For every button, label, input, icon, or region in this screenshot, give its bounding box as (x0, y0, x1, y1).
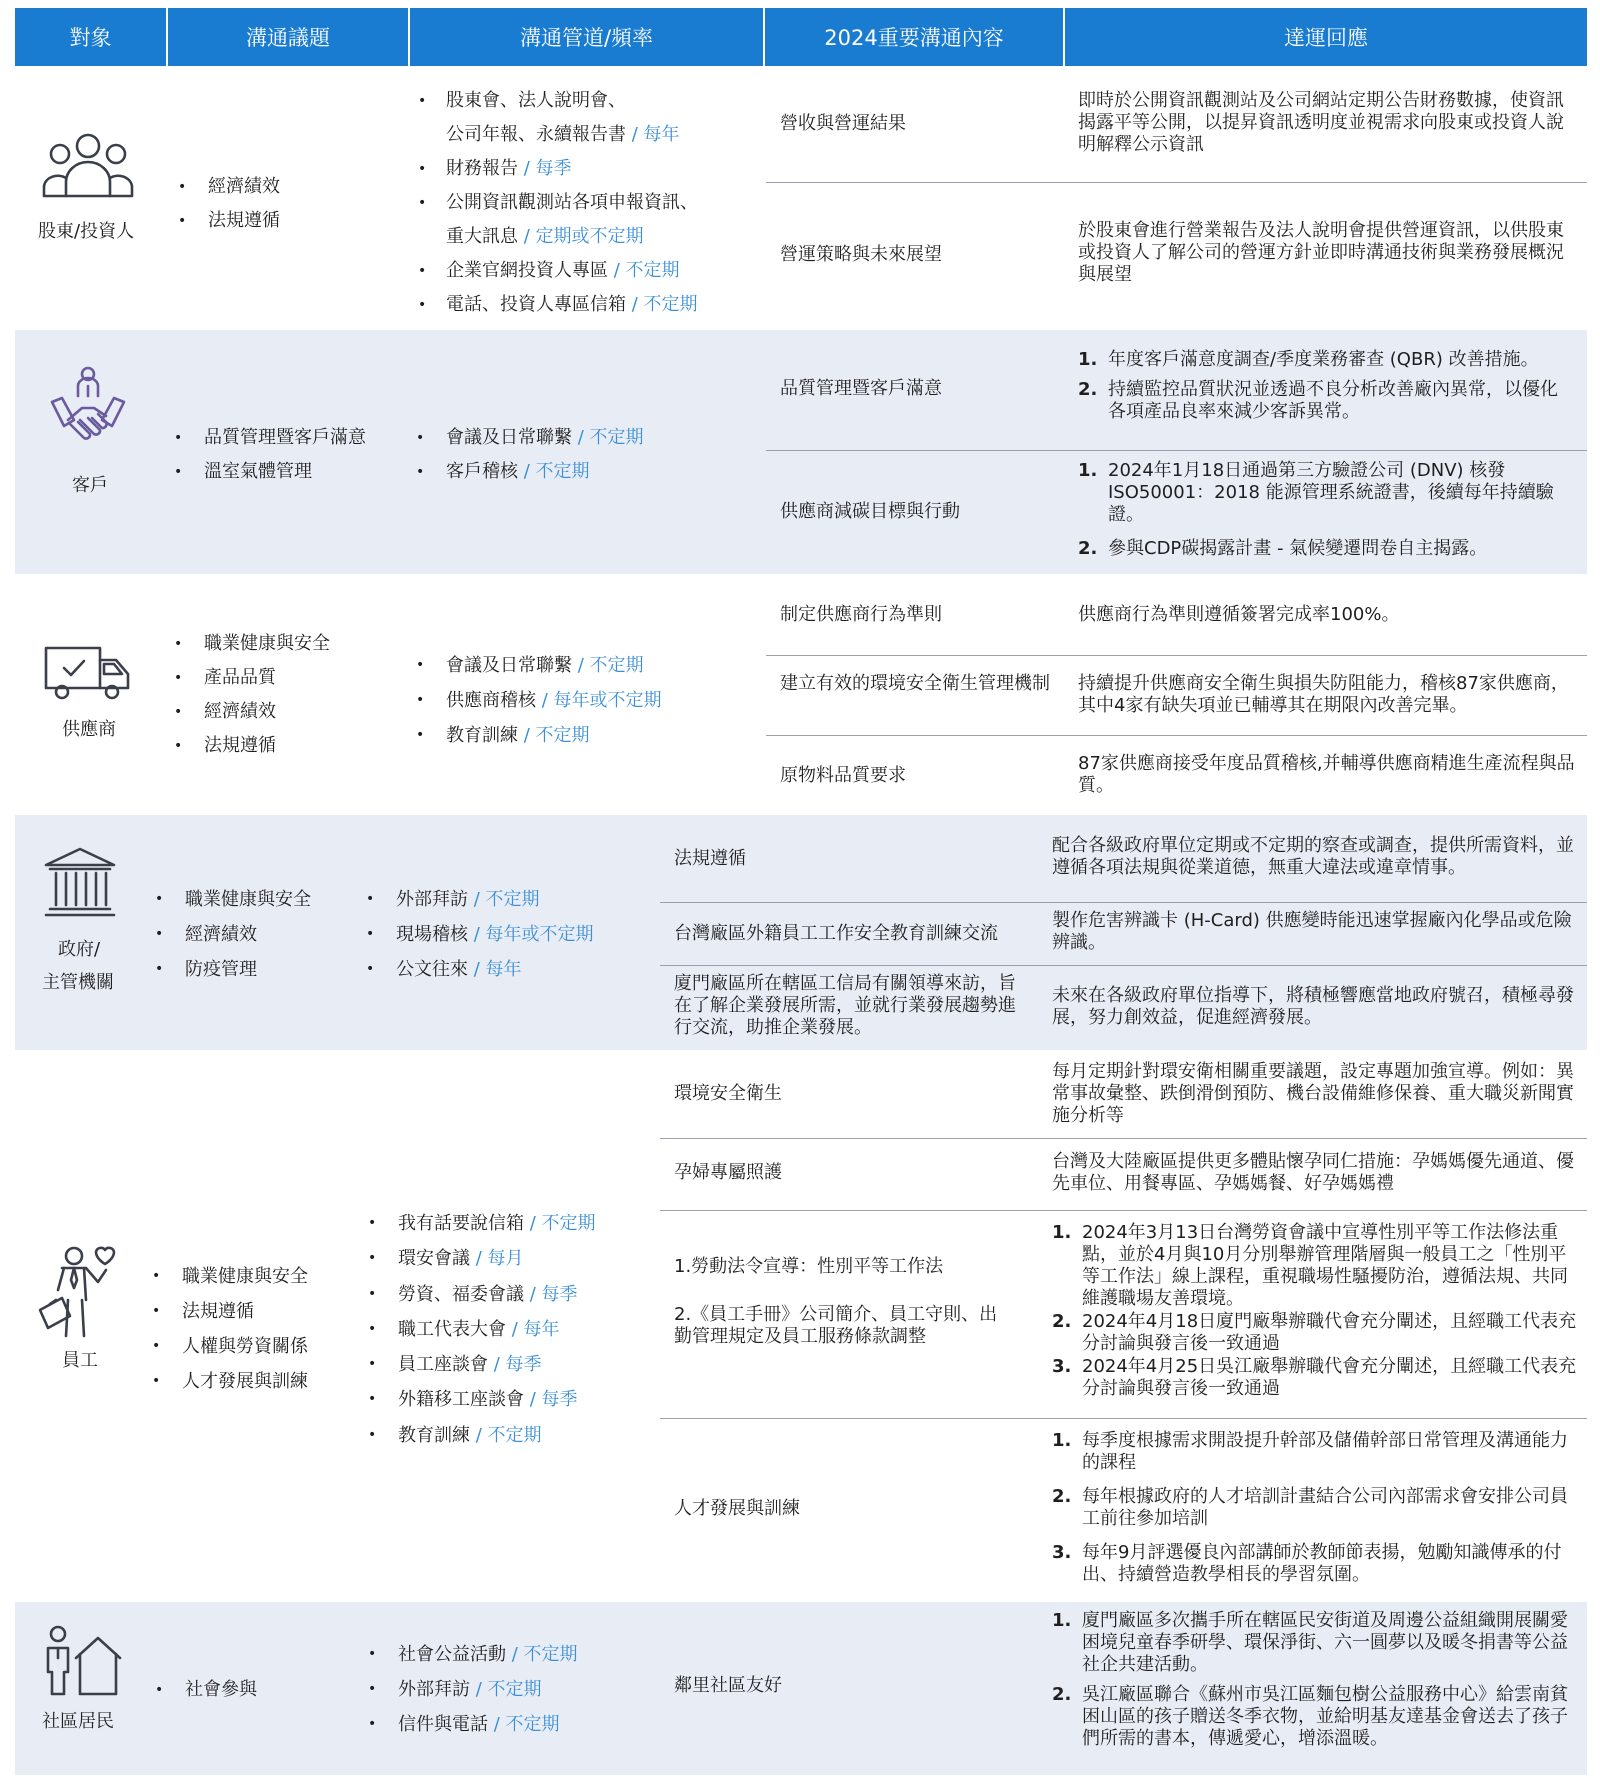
topic-item: • 法規遵循 (174, 729, 330, 763)
channels-government (366, 882, 594, 987)
row-divider (660, 902, 1587, 903)
target-government-line1: 政府/ (58, 939, 101, 960)
response-cell: 1. 2024年3月13日台灣勞資會議中宣導性別平等工作法修法重點，並於4月與10月分別舉辦管理階層與一般員工之「性別平等工作法」線上課程，重視職場性騷擾防治，遵循法規、共同維護職場友善環境。 2. 2024年4月18日廈門廠舉辦職代會充分闡述，且經職工代表充分討論與發言後一致通過 3. 2024年4月25日吳江廠舉辦職代會充分闡述，且經職工代表充分討論與發言後一致通過 (1052, 1222, 1577, 1399)
header-col-response: 達運回應 (1065, 8, 1587, 66)
channels-suppliers (416, 648, 662, 753)
topic-item: • 法規遵循 (152, 1294, 308, 1329)
topics-shareholders (178, 170, 280, 238)
header-col-channel: 溝通管道/頻率 (410, 8, 763, 66)
content-cell: 營收與營運結果 (780, 113, 906, 134)
channel-item: • 公文往來 / 每年 (366, 952, 594, 987)
content-cell: 孕婦專屬照護 (674, 1162, 782, 1183)
content-cell: 1.勞動法令宣導：性別平等工作法 (674, 1256, 944, 1277)
response-cell: 製作危害辨識卡 (H-Card) 供應變時能迅速掌握廠內化學品或危險辨識。 (1052, 910, 1572, 953)
channel-item: • 會議及日常聯繫 / 不定期 (416, 648, 662, 683)
channel-item: • 外籍移工座談會 / 每季 (368, 1382, 596, 1417)
header-col-topic: 溝通議題 (168, 8, 408, 66)
response-cell: 87家供應商接受年度品質稽核,并輔導供應商精進生產流程與品質。 (1078, 753, 1575, 796)
topic-item: • 防疫管理 (155, 952, 311, 987)
content-cell: 人才發展與訓練 (674, 1498, 800, 1519)
content-cell: 制定供應商行為準則 (780, 604, 942, 625)
topic-item: • 品質管理暨客戶滿意 (174, 421, 366, 455)
content-cell: 原物料品質要求 (780, 765, 906, 786)
channel-item: • 我有話要說信箱 / 不定期 (368, 1206, 596, 1241)
topic-item: • 經濟績效 (174, 695, 330, 729)
employee-heart-icon (34, 1246, 126, 1342)
delivery-truck-icon (42, 640, 134, 702)
response-cell: 1. 年度客戶滿意度調查/季度業務審查 (QBR) 改善措施。 2. 持續監控品質狀況並透過不良分析改善廠內異常，以優化各項產品良率來減少客訴異常。 (1078, 349, 1558, 422)
row-divider (660, 965, 1587, 966)
header-col-target: 對象 (15, 8, 166, 66)
topic-item: • 法規遵循 (178, 204, 280, 238)
topic-item: • 人才發展與訓練 (152, 1364, 308, 1399)
topic-item: • 產品品質 (174, 661, 330, 695)
channel-item: • 信件與電話 / 不定期 (368, 1707, 578, 1742)
topic-item: • 經濟績效 (178, 170, 280, 204)
content-cell: 2.《員工手冊》公司簡介、員工守則、出勤管理規定及員工服務條款調整 (674, 1304, 998, 1347)
channel-item: • 環安會議 / 每月 (368, 1241, 596, 1276)
resident-house-icon (42, 1624, 122, 1698)
content-cell: 環境安全衛生 (674, 1083, 782, 1104)
channels-employees (368, 1206, 596, 1453)
content-cell: 台灣廠區外籍員工工作安全教育訓練交流 (674, 923, 998, 944)
channel-item: • 職工代表大會 / 每年 (368, 1312, 596, 1347)
target-government-line2: 主管機關 (42, 972, 114, 993)
topics-customers (174, 421, 366, 489)
topic-item: • 經濟績效 (155, 917, 311, 952)
topics-suppliers (174, 627, 330, 763)
row-divider (766, 735, 1587, 736)
channel-item: • 供應商稽核 / 每年或不定期 (416, 683, 662, 718)
content-cell: 鄰里社區友好 (674, 1675, 782, 1696)
response-cell: 供應商行為準則遵循簽署完成率100%。 (1078, 604, 1400, 625)
channel-item: • 企業官網投資人專區 / 不定期 (418, 260, 680, 281)
topics-government (155, 882, 311, 987)
target-customers: 客戶 (72, 475, 108, 496)
channel-item: • 社會公益活動 / 不定期 (368, 1637, 578, 1672)
response-cell: 於股東會進行營業報告及法人說明會提供營運資訊，以供股東或投資人了解公司的營運方針並即時溝通技術與業務發展概況與展望 (1078, 220, 1564, 285)
response-cell: 配合各級政府單位定期或不定期的察查或調查，提供所需資料，並遵循各項法規與從業道德，無重大違法或違章情事。 (1052, 835, 1574, 878)
channel-item: • 勞資、福委會議 / 每季 (368, 1277, 596, 1312)
topics-community (155, 1673, 257, 1707)
channel-item: • 電話、投資人專區信箱 / 不定期 (418, 294, 698, 315)
topic-item: • 溫室氣體管理 (174, 455, 366, 489)
response-cell: 1. 2024年1月18日通過第三方驗證公司 (DNV) 核發ISO50001：2018 能源管理系統證書，後續每年持續驗證。 2. 參與CDP碳揭露計畫 - 氣候變遷問卷自主揭露。 (1078, 460, 1554, 559)
response-cell: 每月定期針對環安衛相關重要議題，設定專題加強宣導。例如：異常事故彙整、跌倒滑倒預防、機台設備維修保養、重大職災新聞實施分析等 (1052, 1061, 1574, 1126)
response-cell: 1. 廈門廠區多次攜手所在轄區民安街道及周邊公益組織開展關愛困境兒童春季研學、環保淨街、六一圓夢以及暖冬捐書等公益社企共建活動。 2. 吳江廠區聯合《蘇州市吳江區麵包樹公益服務中心》給雲南貧困山區的孩子贈送冬季衣物，並給明基友達基金會送去了孩子們所需的書本，傳遞愛心，增添溫暖。 (1052, 1610, 1568, 1749)
response-cell: 未來在各級政府單位指導下，將積極響應當地政府號召，積極尋發展，努力創效益，促進經濟發展。 (1052, 985, 1574, 1028)
content-cell: 品質管理暨客戶滿意 (780, 378, 942, 399)
topic-item: • 職業健康與安全 (155, 882, 311, 917)
row-divider (660, 1138, 1587, 1139)
handshake-icon (48, 364, 128, 454)
channels-customers (416, 421, 644, 489)
topic-item: • 職業健康與安全 (174, 627, 330, 661)
topic-item: • 社會參與 (155, 1673, 257, 1707)
response-cell: 即時於公開資訊觀測站及公司網站定期公告財務數據，使資訊揭露平等公開，以提昇資訊透明度並視需求向股東或投資人說明解釋公示資訊 (1078, 90, 1564, 155)
topic-item: • 人權與勞資關係 (152, 1329, 308, 1364)
channels-community (368, 1637, 578, 1742)
channels-shareholders (418, 84, 698, 322)
channel-item: • 現場稽核 / 每年或不定期 (366, 917, 594, 952)
channel-item: • 外部拜訪 / 不定期 (368, 1672, 578, 1707)
row-divider (766, 182, 1587, 183)
target-community: 社區居民 (42, 1711, 114, 1732)
row-divider (660, 1418, 1587, 1419)
channel-item: 重大訊息 / 定期或不定期 (446, 226, 644, 247)
content-cell: 廈門廠區所在轄區工信局有關領導來訪，旨在了解企業發展所需，並就行業發展趨勢進行交流，助推企業發展。 (674, 973, 1016, 1038)
channel-item: • 公開資訊觀測站各項申報資訊、 (418, 192, 698, 213)
header-col-content: 2024重要溝通內容 (765, 8, 1063, 66)
topics-employees (152, 1259, 308, 1399)
channel-item: 公司年報、永續報告書 / 每年 (446, 124, 680, 145)
response-cell: 1. 每季度根據需求開設提升幹部及儲備幹部日常管理及溝通能力的課程 2. 每年根據政府的人才培訓計畫結合公司內部需求會安排公司員工前往參加培訓 3. 每年9月評選優良內部講師於教師節表揚，勉勵知識傳承的付出、持續營造教學相長的學習氛圍。 (1052, 1430, 1568, 1585)
channel-item: • 會議及日常聯繫 / 不定期 (416, 421, 644, 455)
channel-item: • 外部拜訪 / 不定期 (366, 882, 594, 917)
target-suppliers: 供應商 (62, 719, 116, 740)
row-divider (766, 450, 1587, 451)
target-employees: 員工 (62, 1350, 98, 1371)
row-divider (660, 1210, 1587, 1211)
channel-item: • 財務報告 / 每季 (418, 158, 572, 179)
content-cell: 供應商減碳目標與行動 (780, 501, 960, 522)
content-cell: 建立有效的環境安全衛生管理機制 (780, 673, 1050, 694)
content-cell: 營運策略與未來展望 (780, 244, 942, 265)
response-cell: 台灣及大陸廠區提供更多體貼懷孕同仁措施：孕媽媽優先通道、優先車位、用餐專區、孕媽媽餐、好孕媽媽禮 (1052, 1151, 1574, 1194)
channel-item: • 客戶稽核 / 不定期 (416, 455, 644, 489)
target-shareholders: 股東/投資人 (38, 221, 135, 242)
response-cell: 持續提升供應商安全衛生與損失防阻能力，稽核87家供應商，其中4家有缺失項並已輔導其在期限內改善完畢。 (1078, 673, 1569, 716)
row-divider (766, 655, 1587, 656)
people-group-icon (40, 132, 136, 200)
channel-item: • 股東會、法人說明會、 (418, 90, 626, 111)
channel-item: • 員工座談會 / 每季 (368, 1347, 596, 1382)
channel-item: • 教育訓練 / 不定期 (368, 1418, 596, 1453)
channel-item: • 教育訓練 / 不定期 (416, 718, 662, 753)
content-cell: 法規遵循 (674, 848, 746, 869)
government-building-icon (42, 845, 118, 921)
topic-item: • 職業健康與安全 (152, 1259, 308, 1294)
